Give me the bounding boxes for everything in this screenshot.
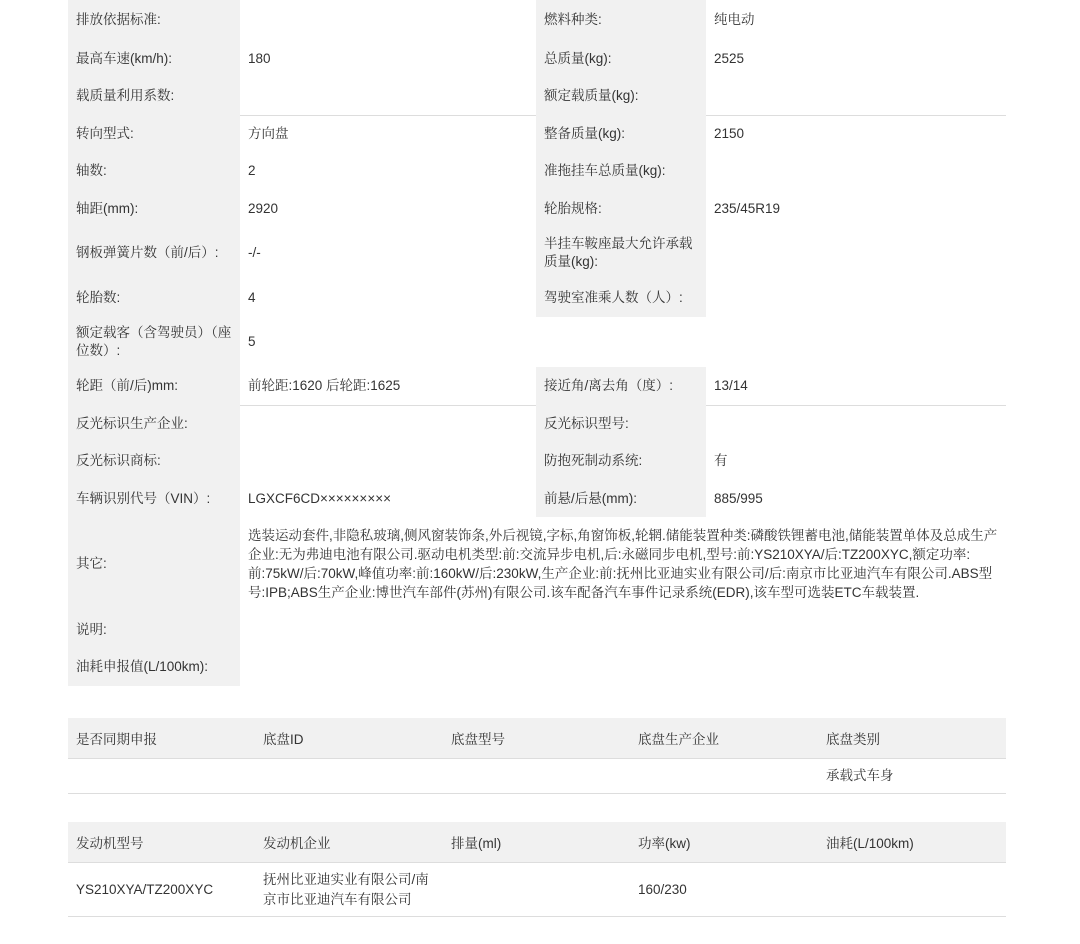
spec-value (706, 152, 1006, 190)
spec-value (706, 227, 1006, 279)
spec-label: 准拖挂车总质量(kg): (536, 152, 706, 190)
spec-row (68, 405, 1006, 442)
spec-label: 反光标识商标: (68, 442, 240, 480)
spec-value: LGXCF6CD××××××××× (240, 480, 536, 517)
spec-value: 4 (240, 279, 536, 317)
spec-row (68, 480, 1006, 517)
spec-label: 驾驶室准乘人数（人）: (536, 279, 706, 317)
spec-table-body (68, 0, 1006, 686)
spec-row (68, 442, 1006, 480)
notes-value (240, 611, 1006, 648)
spec-row (68, 367, 1006, 405)
table-cell: 抚州比亚迪实业有限公司/南京市比亚迪汽车有限公司 (255, 863, 443, 917)
spec-table (68, 0, 1006, 686)
table-cell (443, 759, 630, 794)
spec-label: 轴距(mm): (68, 190, 240, 227)
spec-value: 13/14 (706, 367, 1006, 405)
spec-row (68, 227, 1006, 279)
table-row (68, 863, 1006, 917)
spec-label: 轮胎数: (68, 279, 240, 317)
spec-label: 额定载质量(kg): (536, 77, 706, 115)
spec-label: 总质量(kg): (536, 40, 706, 77)
spec-row (68, 77, 1006, 115)
notes-row (68, 611, 1006, 648)
spec-label: 防抱死制动系统: (536, 442, 706, 480)
table-cell: 承载式车身 (818, 759, 1006, 794)
spec-row (68, 190, 1006, 227)
spec-label: 钢板弹簧片数（前/后）: (68, 227, 240, 279)
spec-label: 载质量利用系数: (68, 77, 240, 115)
spec-value: 2 (240, 152, 536, 190)
column-header: 油耗(L/100km) (818, 822, 1006, 863)
spec-value (706, 405, 1006, 442)
column-header: 底盘型号 (443, 718, 630, 759)
spec-label: 反光标识生产企业: (68, 405, 240, 442)
table-cell (443, 863, 630, 917)
table-row (68, 759, 1006, 794)
other-row (68, 517, 1006, 611)
chassis-table (68, 718, 1006, 794)
spec-label: 排放依据标准: (68, 0, 240, 40)
spec-row (68, 317, 1006, 367)
spec-value (240, 77, 536, 115)
spec-value: 235/45R19 (706, 190, 1006, 227)
spec-label: 接近角/离去角（度）: (536, 367, 706, 405)
spec-label: 前悬/后悬(mm): (536, 480, 706, 517)
chassis-table-header (68, 718, 1006, 759)
column-header: 发动机企业 (255, 822, 443, 863)
spec-value (706, 279, 1006, 317)
spec-label: 轴数: (68, 152, 240, 190)
spec-value: -/- (240, 227, 536, 279)
spec-value: 有 (706, 442, 1006, 480)
spec-label: 半挂车鞍座最大允许承载质量(kg): (536, 227, 706, 279)
spec-label (536, 317, 706, 367)
spec-value: 纯电动 (706, 0, 1006, 40)
column-header: 发动机型号 (68, 822, 255, 863)
spec-value (240, 0, 536, 40)
spec-value (240, 442, 536, 480)
spec-label: 整备质量(kg): (536, 115, 706, 152)
column-header: 功率(kw) (630, 822, 818, 863)
engine-table-header (68, 822, 1006, 863)
spec-label: 额定载客（含驾驶员）（座位数）: (68, 317, 240, 367)
spec-value: 2525 (706, 40, 1006, 77)
table-cell (818, 863, 1006, 917)
other-label: 其它: (68, 517, 240, 611)
table-cell (630, 759, 818, 794)
fuel-report-label: 油耗申报值(L/100km): (68, 648, 240, 686)
fuel-report-row (68, 648, 1006, 686)
spec-value (240, 405, 536, 442)
table-cell: 160/230 (630, 863, 818, 917)
spec-row (68, 40, 1006, 77)
other-text: 选装运动套件,非隐私玻璃,侧风窗装饰条,外后视镜,字标,角窗饰板,轮辋.储能装置种类:磷酸铁锂蓄电池,储能装置单体及总成生产企业:无为弗迪电池有限公司.驱动电机类型:前:交流异步电机,后:永磁同步电机,型号:前:YS210XYA/后:TZ200XYC,额定功率:前:75kW/后:70kW,峰值功率:前:160kW/后:230kW,生产企业:前:抚州比亚迪实业有限公司/后:南京市比亚迪汽车有限公司.ABS型号:IPB;ABS生产企业:博世汽车部件(苏州)有限公司.该车配备汽车事件记录系统(EDR),该车型可选装ETC车载装置. (240, 517, 1006, 611)
column-header: 底盘ID (255, 718, 443, 759)
spec-row (68, 115, 1006, 152)
table-cell (68, 759, 255, 794)
table-cell: YS210XYA/TZ200XYC (68, 863, 255, 917)
spec-label: 轮胎规格: (536, 190, 706, 227)
column-header: 是否同期申报 (68, 718, 255, 759)
spec-label: 燃料种类: (536, 0, 706, 40)
spec-value (706, 77, 1006, 115)
spec-label: 车辆识别代号（VIN）: (68, 480, 240, 517)
spec-value (706, 317, 1006, 367)
column-header: 底盘类别 (818, 718, 1006, 759)
spec-value: 方向盘 (240, 115, 536, 152)
spec-value: 前轮距:1620 后轮距:1625 (240, 367, 536, 405)
notes-label: 说明: (68, 611, 240, 648)
spec-label: 转向型式: (68, 115, 240, 152)
spec-value: 5 (240, 317, 536, 367)
spec-value: 2150 (706, 115, 1006, 152)
spec-row (68, 279, 1006, 317)
spec-value: 885/995 (706, 480, 1006, 517)
spec-label: 反光标识型号: (536, 405, 706, 442)
spec-value: 2920 (240, 190, 536, 227)
fuel-report-value (240, 648, 1006, 686)
column-header: 底盘生产企业 (630, 718, 818, 759)
column-header: 排量(ml) (443, 822, 630, 863)
table-cell (255, 759, 443, 794)
spec-row (68, 152, 1006, 190)
spec-value: 180 (240, 40, 536, 77)
spec-row (68, 0, 1006, 40)
spec-label: 轮距（前/后)mm: (68, 367, 240, 405)
engine-table (68, 822, 1006, 917)
spec-label: 最高车速(km/h): (68, 40, 240, 77)
